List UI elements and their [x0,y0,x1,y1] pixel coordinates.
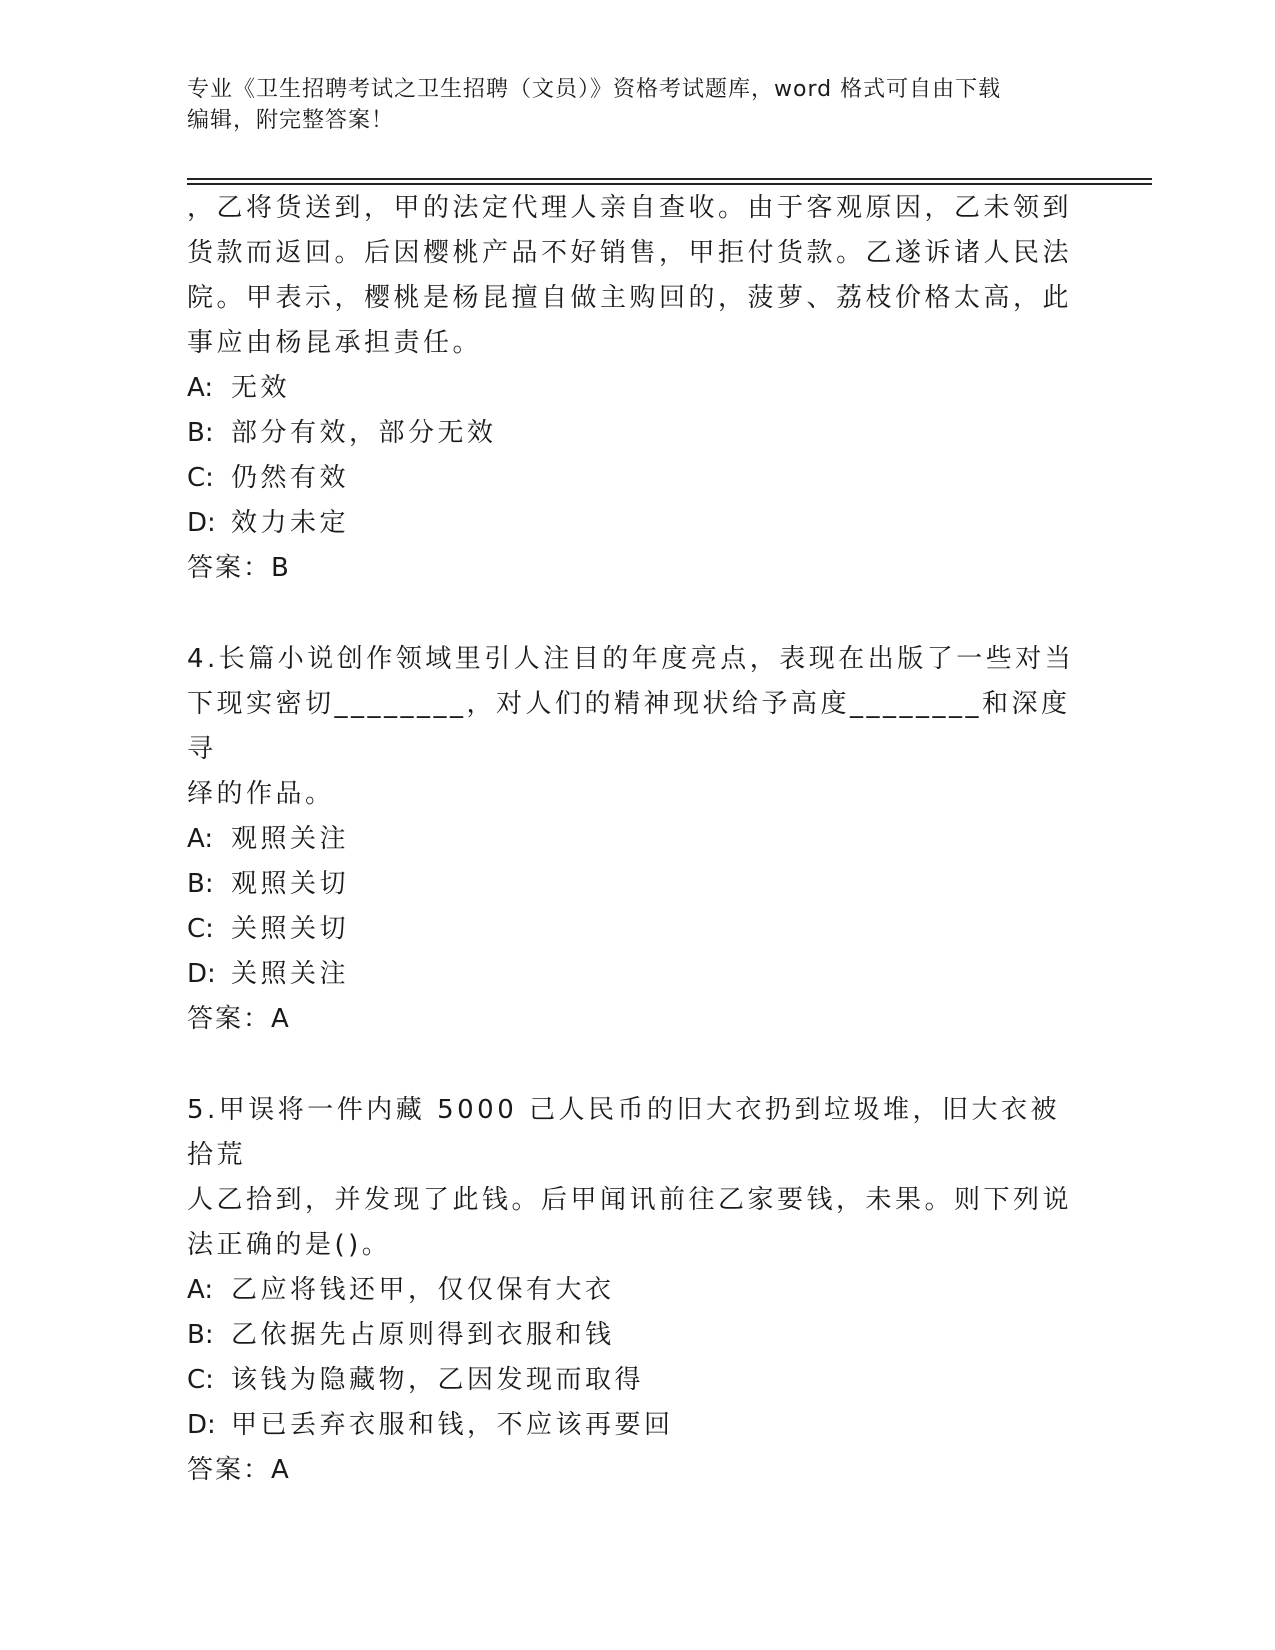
question-5 [187,1088,1087,1493]
option-label: B: [187,869,214,899]
option-b [187,862,1087,907]
option-label: A: [187,1275,214,1305]
header-divider-top [187,178,1152,180]
header-line-1: 专业《卫生招聘考试之卫生招聘（文员）》资格考试题库，word 格式可自由下载 [187,77,1002,102]
option-text: 关照关注 [231,959,350,989]
option-text: 部分有效，部分无效 [231,418,497,448]
question-stem-line: 事应由杨昆承担责任。 [187,328,483,358]
option-a [187,366,1087,411]
option-label: B: [187,1320,214,1350]
option-text: 甲已丢弃衣服和钱，不应该再要回 [231,1410,674,1440]
option-b [187,411,1087,456]
option-text: 关照关切 [231,914,350,944]
answer-line [187,997,1087,1042]
question-stem-line: 4.长篇小说创作领域里引人注目的年度亮点，表现在出版了一些对当 [187,644,1075,674]
option-label: A: [187,373,214,403]
option-label: A: [187,824,214,854]
question-stem-line: 法正确的是()。 [187,1230,392,1260]
question-stem-line: 绎的作品。 [187,779,335,809]
option-c [187,907,1087,952]
option-d [187,501,1087,546]
option-label: D: [187,508,216,538]
option-label: C: [187,1365,214,1395]
question-spacer [187,591,1087,637]
option-text: 无效 [231,373,291,403]
option-text: 乙依据先占原则得到衣服和钱 [231,1320,615,1350]
option-label: D: [187,959,216,989]
question-stem-line: 人乙拾到，并发现了此钱。后甲闻讯前往乙家要钱，未果。则下列说 [187,1185,1073,1215]
option-a [187,817,1087,862]
question-3 [187,186,1087,591]
question-list [187,186,1087,1493]
option-b [187,1313,1087,1358]
option-label: C: [187,914,214,944]
header-divider-bottom [187,183,1152,185]
answer-label: 答案： [187,1004,272,1034]
page-header [187,74,1087,136]
option-c [187,1358,1087,1403]
question-stem-line: 货款而返回。后因樱桃产品不好销售，甲拒付货款。乙遂诉诸人民法 [187,238,1073,268]
option-text: 效力未定 [231,508,350,538]
question-stem-line: 院。甲表示，樱桃是杨昆擅自做主购回的，菠萝、荔枝价格太高，此 [187,283,1073,313]
option-text: 乙应将钱还甲，仅仅保有大衣 [231,1275,615,1305]
answer-value: B [271,553,291,583]
option-label: D: [187,1410,216,1440]
question-spacer [187,1042,1087,1088]
answer-value: A [271,1455,291,1485]
answer-label: 答案： [187,1455,272,1485]
answer-label: 答案： [187,553,272,583]
option-d [187,1403,1087,1448]
option-text: 观照关切 [231,869,350,899]
option-text: 该钱为隐藏物，乙因发现而取得 [231,1365,645,1395]
option-a [187,1268,1087,1313]
option-label: C: [187,463,214,493]
option-text: 仍然有效 [231,463,350,493]
option-d [187,952,1087,997]
question-stem-line: 5.甲误将一件内藏 5000 己人民币的旧大衣扔到垃圾堆，旧大衣被拾荒 [187,1095,1061,1170]
answer-line [187,546,1087,591]
answer-line [187,1448,1087,1493]
option-text: 观照关注 [231,824,350,854]
option-c [187,456,1087,501]
question-stem-line: 下现实密切________，对人们的精神现状给予高度________和深度寻 [187,689,1071,764]
answer-value: A [271,1004,291,1034]
question-stem-line: ，乙将货送到，甲的法定代理人亲自查收。由于客观原因，乙未领到 [187,193,1073,223]
header-line-2: 编辑，附完整答案！ [187,108,395,133]
option-label: B: [187,418,214,448]
question-4 [187,637,1087,1042]
